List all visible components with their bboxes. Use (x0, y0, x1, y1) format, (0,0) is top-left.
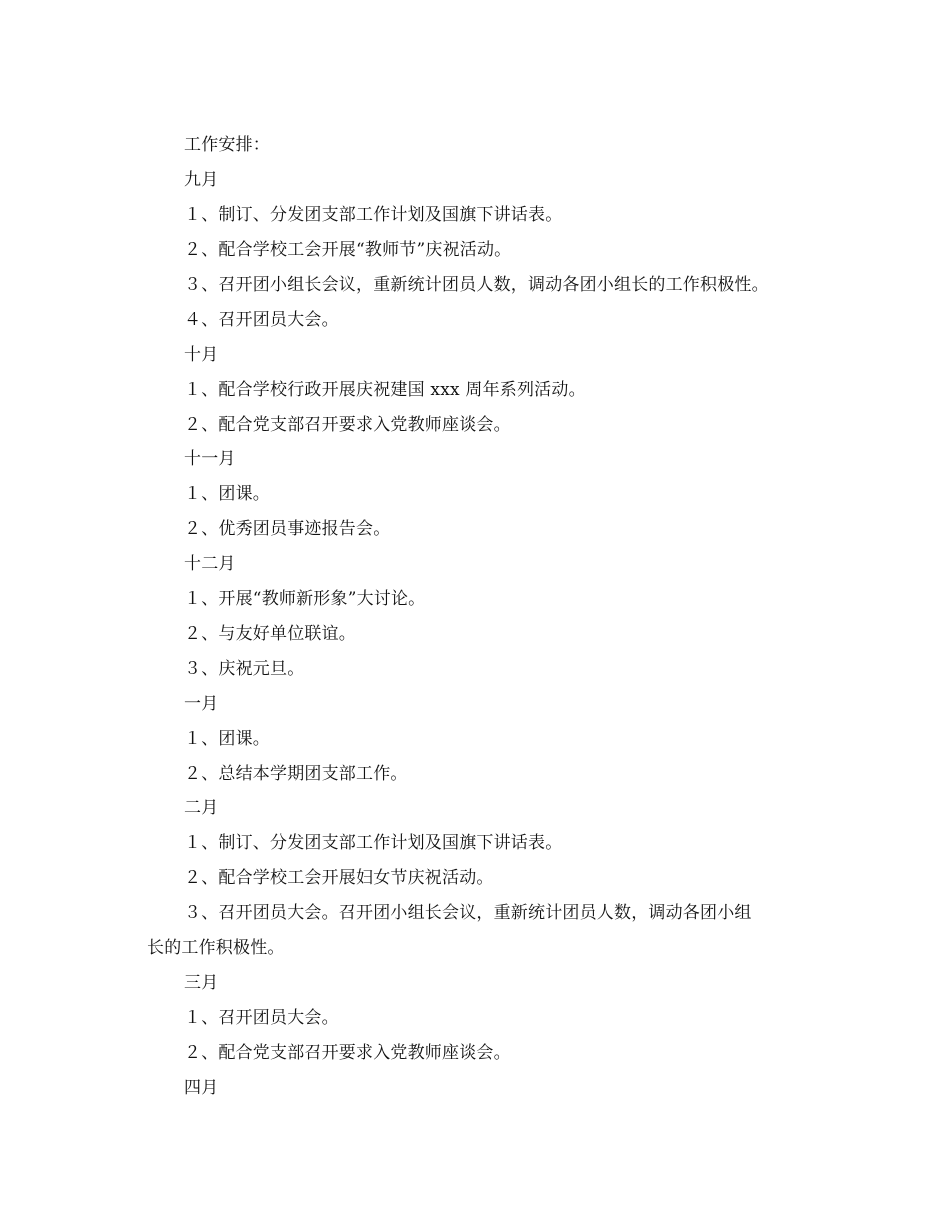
heading-work-arrangement: 工作安排： (184, 135, 270, 155)
list-item: ２、与友好单位联谊。 (184, 624, 356, 644)
list-item: ２、配合学校工会开展妇女节庆祝活动。 (184, 868, 494, 888)
month-heading-november: 十一月 (184, 449, 236, 469)
list-item: １、召开团员大会。 (184, 1008, 339, 1028)
month-heading-september: 九月 (184, 170, 219, 190)
list-item: ３、召开团员大会。召开团小组长会议，重新统计团员人数，调动各团小组 (184, 903, 752, 923)
list-item: １、制订、分发团支部工作计划及国旗下讲话表。 (184, 205, 563, 225)
list-item: １、制订、分发团支部工作计划及国旗下讲话表。 (184, 833, 563, 853)
list-item: １、团课。 (184, 729, 270, 749)
list-item: ２、优秀团员事迹报告会。 (184, 519, 391, 539)
month-heading-march: 三月 (184, 973, 219, 993)
month-heading-april: 四月 (184, 1078, 219, 1098)
list-item: ２、总结本学期团支部工作。 (184, 764, 408, 784)
month-heading-december: 十二月 (184, 554, 236, 574)
list-item: １、配合学校行政开展庆祝建国 xxx 周年系列活动。 (184, 380, 586, 400)
list-item: １、开展“教师新形象”大讨论。 (184, 589, 426, 609)
list-item: ２、配合党支部召开要求入党教师座谈会。 (184, 415, 511, 435)
list-item: ３、召开团小组长会议，重新统计团员人数，调动各团小组长的工作积极性。 (184, 275, 769, 295)
list-item: ４、召开团员大会。 (184, 310, 339, 330)
list-item-continuation: 长的工作积极性。 (147, 938, 285, 958)
list-item: ２、配合学校工会开展“教师节”庆祝活动。 (184, 240, 512, 260)
month-heading-february: 二月 (184, 798, 219, 818)
list-item: ２、配合党支部召开要求入党教师座谈会。 (184, 1043, 511, 1063)
list-item: ３、庆祝元旦。 (184, 659, 305, 679)
list-item: １、团课。 (184, 484, 270, 504)
month-heading-october: 十月 (184, 345, 219, 365)
month-heading-january: 一月 (184, 694, 219, 714)
